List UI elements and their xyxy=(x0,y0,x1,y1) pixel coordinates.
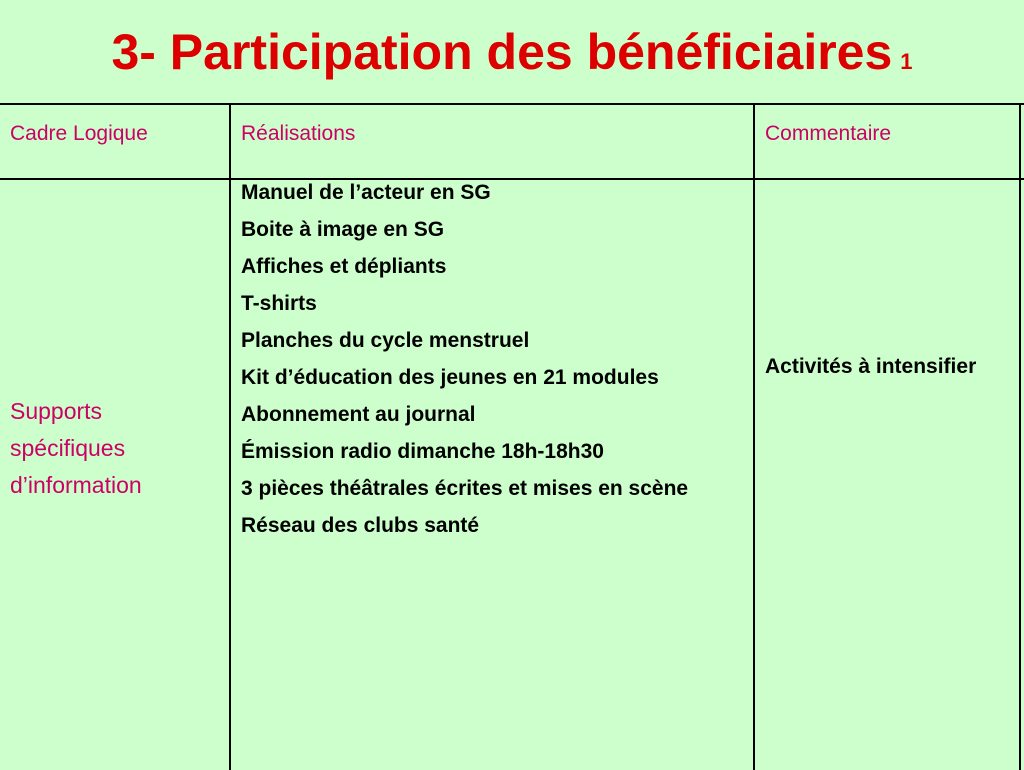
column-divider-right xyxy=(1019,105,1021,770)
slide-title xyxy=(0,22,1024,92)
comment-text: Activités à intensifier xyxy=(765,355,977,378)
list-item: Boite à image en SG xyxy=(241,218,445,241)
header-realisations: Réalisations xyxy=(241,122,356,145)
header-commentaire: Commentaire xyxy=(765,122,892,145)
slide-title-text: 3- Participation des bénéficiaires xyxy=(111,24,893,80)
list-item: Manuel de l’acteur en SG xyxy=(241,181,491,204)
list-item: Affiches et dépliants xyxy=(241,255,447,278)
list-item: Kit d’éducation des jeunes en 21 modules xyxy=(241,366,659,389)
column-divider-2 xyxy=(753,105,755,770)
list-item: Abonnement au journal xyxy=(241,403,476,426)
realisations-list xyxy=(241,181,746,551)
content-table xyxy=(0,103,1024,768)
list-item: Planches du cycle menstruel xyxy=(241,329,530,352)
list-item: 3 pièces théâtrales écrites et mises en scène xyxy=(241,477,689,500)
header-cadre-logique: Cadre Logique xyxy=(10,122,148,145)
list-item: Réseau des clubs santé xyxy=(241,514,480,537)
slide-title-suffix: 1 xyxy=(900,49,913,74)
column-divider-1 xyxy=(229,105,231,770)
list-item: T-shirts xyxy=(241,292,317,315)
header-row-divider xyxy=(0,178,1024,180)
row-label: Supports spécifiques d’information xyxy=(10,398,142,498)
list-item: Émission radio dimanche 18h-18h30 xyxy=(241,440,604,463)
